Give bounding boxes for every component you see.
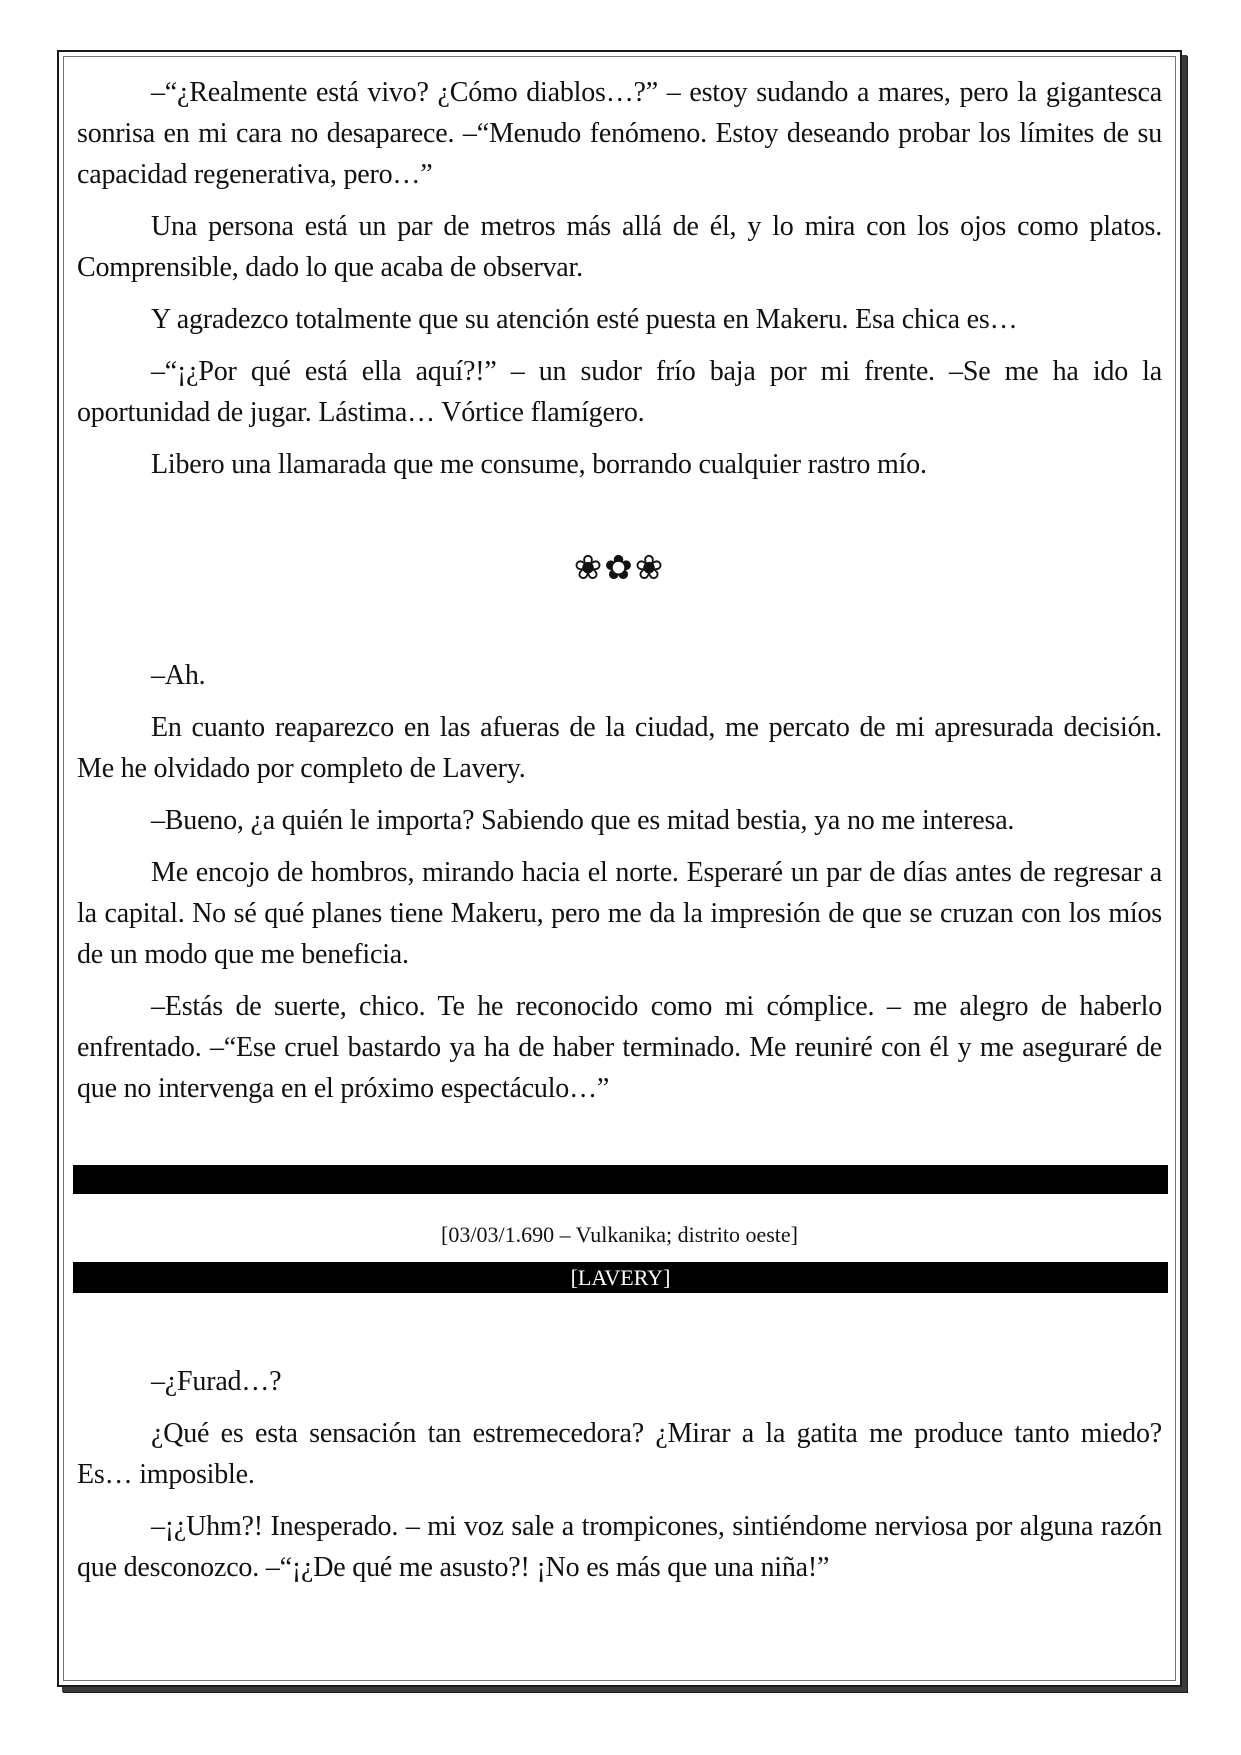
scene-header bbox=[77, 1165, 1162, 1293]
scene-dateline: [03/03/1.690 – Vulkanika; distrito oeste] bbox=[441, 1222, 798, 1247]
page-content bbox=[77, 72, 1162, 1599]
character-banner: [LAVERY] bbox=[73, 1262, 1168, 1293]
paragraph: –¿Furad…? bbox=[151, 1366, 282, 1397]
scene-divider-bar bbox=[73, 1165, 1168, 1194]
paragraph: –¡¿Uhm?! Inesperado. – mi voz sale a trompicones, sintiéndome nerviosa por alguna razón que desconozco. –“¡¿De qué me asusto?! ¡No es más que una niña!” bbox=[77, 1511, 1162, 1583]
paragraph: Y agradezco totalmente que su atención esté puesta en Makeru. Esa chica es… bbox=[151, 304, 1018, 335]
flower-section-break: ❀✿❀ bbox=[573, 550, 666, 587]
paragraph: Libero una llamarada que me consume, borrando cualquier rastro mío. bbox=[151, 449, 927, 480]
paragraph: –Estás de suerte, chico. Te he reconocido como mi cómplice. – me alegro de haberlo enfrentado. –“Ese cruel bastardo ya ha de haber terminado. Me reuniré con él y me aseguraré de que no intervenga en el próximo espectáculo…” bbox=[77, 991, 1162, 1104]
paragraph: En cuanto reaparezco en las afueras de la ciudad, me percato de mi apresurada decisión. Me he olvidado por completo de Lavery. bbox=[77, 712, 1162, 784]
section-three bbox=[77, 1361, 1162, 1588]
section-one bbox=[77, 72, 1162, 485]
paragraph: –Bueno, ¿a quién le importa? Sabiendo que es mitad bestia, ya no me interesa. bbox=[151, 805, 1015, 836]
paragraph: Una persona está un par de metros más allá de él, y lo mira con los ojos como platos. Comprensible, dado lo que acaba de observar. bbox=[77, 211, 1162, 283]
page-frame bbox=[57, 50, 1182, 1687]
paragraph: Me encojo de hombros, mirando hacia el norte. Esperaré un par de días antes de regresar a la capital. No sé qué planes tiene Makeru, pero me da la impresión de que se cruzan con los míos de un modo que me beneficia. bbox=[77, 857, 1162, 970]
paragraph: –“¿Realmente está vivo? ¿Cómo diablos…?” – estoy sudando a mares, pero la gigantesca sonrisa en mi cara no desaparece. –“Menudo fenómeno. Estoy deseando probar los límites de su capacidad regenerativa, pero…” bbox=[77, 77, 1162, 190]
paragraph: ¿Qué es esta sensación tan estremecedora? ¿Mirar a la gatita me produce tanto miedo? Es… imposible. bbox=[77, 1418, 1162, 1490]
paragraph: –Ah. bbox=[151, 660, 206, 691]
paragraph: –“¡¿Por qué está ella aquí?!” – un sudor frío baja por mi frente. –Se me ha ido la oportunidad de jugar. Lástima… Vórtice flamígero. bbox=[77, 356, 1162, 428]
section-two bbox=[77, 655, 1162, 1109]
